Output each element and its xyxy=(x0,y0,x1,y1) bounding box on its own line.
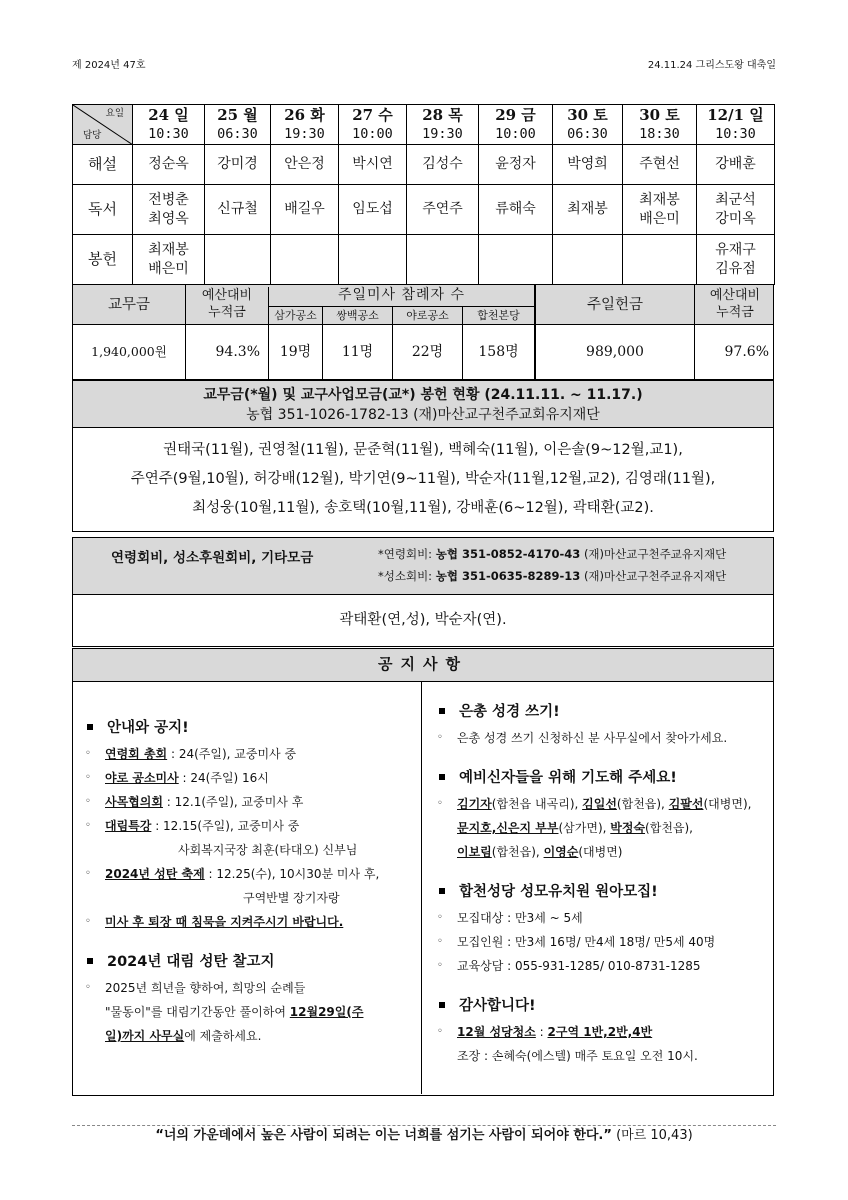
diocese-fee-label: 교무금 xyxy=(73,285,186,325)
row-label: 봉헌 xyxy=(73,235,133,285)
donor-line: 최성웅(10월,11월), 송호택(10월,11월), 강배훈(6~12월), 곽태환(교2). xyxy=(192,500,654,516)
schedule-row-commentary xyxy=(73,145,775,185)
issue-number: 제 2024년 47호 xyxy=(72,60,146,71)
assignee-cell xyxy=(407,235,479,285)
assignee-cell xyxy=(339,235,407,285)
schedule-day-cell: 28 목 19:30 xyxy=(407,105,479,145)
notice-item: ◦ 연령회 총회 : 24(주일), 교중미사 중 xyxy=(85,747,297,761)
assignee-cell xyxy=(553,235,623,285)
attendance-value: 22명 xyxy=(393,325,463,379)
notice-title: 공지사항 xyxy=(72,648,774,682)
notice-item: ◦ 은총 성경 쓰기 신청하신 분 사무실에서 찾아가세요. xyxy=(437,731,728,745)
dues-title: 연령회비, 성소후원회비, 기타모금 xyxy=(111,550,314,566)
notice-item-cont: 조장 : 손혜숙(에스텔) 매주 토요일 오전 10시. xyxy=(457,1049,698,1063)
attendance-col: 쌍백공소 xyxy=(323,307,393,325)
budget-label-1: 예산대비 누적금 xyxy=(186,287,269,325)
section-heading: 감사합니다! xyxy=(435,992,770,1020)
notice-item: ◦ 김기자(합천읍 내곡리), 김일선(합천읍), 김팔선(대병면), xyxy=(437,797,752,811)
schedule-corner-cell: 요일 담당 xyxy=(73,105,133,145)
assignee-cell: 최재봉 배은미 xyxy=(133,235,205,285)
assignee-cell xyxy=(205,235,271,285)
schedule-day-cell: 29 금 10:00 xyxy=(479,105,553,145)
assignee-cell: 강배훈 xyxy=(697,145,775,185)
notice-item: ◦ 모집대상 : 만3세 ~ 5세 xyxy=(437,911,583,925)
notice-item-cont: 사회복지국장 최훈(타대오) 신부님 xyxy=(178,843,358,857)
notice-body xyxy=(72,682,774,1096)
dues-account-1: *연령회비: 농협 351-0852-4170-43 (재)마산교구천주교유지재단 xyxy=(378,547,727,561)
assignee-cell: 임도섭 xyxy=(339,185,407,235)
attendance-label: 주일미사 참례자 수 xyxy=(269,285,535,307)
mass-schedule-table xyxy=(72,104,775,285)
sunday-offering-label: 주일헌금 xyxy=(535,285,695,325)
assignee-cell xyxy=(271,235,339,285)
schedule-row-offertory xyxy=(73,235,775,285)
notice-item: ◦ 사목협의회 : 12.1(주일), 교중미사 후 xyxy=(85,795,304,809)
notice-item: ◦ 2025년 희년을 향하여, 희망의 순례들 xyxy=(85,981,306,995)
attendance-value: 19명 xyxy=(269,325,323,379)
notice-item-cont: 문지호,신은지 부부(삼가면), 박정숙(합천읍), xyxy=(457,821,694,835)
notice-item-cont: "물동이"를 대림기간동안 풀이하여 12월29일(주 xyxy=(105,1005,364,1019)
assignee-cell: 최재봉 xyxy=(553,185,623,235)
notice-item-cont: 구역반별 장기자랑 xyxy=(243,891,340,905)
assignee-cell: 주연주 xyxy=(407,185,479,235)
assignee-cell: 류해숙 xyxy=(479,185,553,235)
attendance-value: 11명 xyxy=(323,325,393,379)
donor-line: 주연주(9월,10월), 허강배(12월), 박기연(9~11월), 박순자(11월,12월,교2), 김영래(11월), xyxy=(130,471,716,487)
budget-label-2: 예산대비 누적금 xyxy=(709,288,761,320)
offering-status-account: 농협 351-1026-1782-13 (재)마산교구천주교회유지재단 xyxy=(246,407,600,423)
attendance-value: 158명 xyxy=(463,325,535,379)
schedule-day-cell: 12/1 일 10:30 xyxy=(697,105,775,145)
section-heading: 2024년 대림 성탄 찰고지 xyxy=(83,948,418,976)
notice-item: ◦ 12월 성당청소 : 2구역 1반,2반,4반 xyxy=(437,1025,653,1039)
notice-left-column xyxy=(83,704,418,1048)
assignee-cell: 정순옥 xyxy=(133,145,205,185)
assignee-cell: 신규철 xyxy=(205,185,271,235)
row-label: 독서 xyxy=(73,185,133,235)
notice-item-cont: 일)까지 사무실에 제출하세요. xyxy=(105,1029,262,1043)
diocese-fee-value: 1,940,000원 xyxy=(73,325,186,379)
offering-donor-list xyxy=(72,428,774,532)
notice-item: ◦ 야로 공소미사 : 24(주일) 16시 xyxy=(85,771,269,785)
assignee-cell xyxy=(479,235,553,285)
attendance-col: 삼가공소 xyxy=(269,307,323,325)
assignee-cell: 전병춘 최영옥 xyxy=(133,185,205,235)
schedule-day-cell: 30 토 06:30 xyxy=(553,105,623,145)
page-header xyxy=(72,56,776,70)
notice-item: ◦ 2024년 성탄 축제 : 12.25(수), 10시30분 미사 후, xyxy=(85,867,380,881)
dues-names: 곽태환(연,성), 박순자(연). xyxy=(72,595,774,647)
footer-quote: “너의 가운데에서 높은 사람이 되려는 이는 너희를 섬기는 사람이 되어야 한다.” (마르 10,43) xyxy=(72,1120,776,1139)
assignee-cell: 유재구 김유점 xyxy=(697,235,775,285)
notice-item: ◦ 미사 후 퇴장 때 침묵을 지켜주시기 바랍니다. xyxy=(85,915,344,929)
schedule-row-reading xyxy=(73,185,775,235)
section-heading: 예비신자들을 위해 기도해 주세요! xyxy=(435,764,770,792)
assignee-cell: 강미경 xyxy=(205,145,271,185)
assignee-cell: 박영희 xyxy=(553,145,623,185)
attendance-col: 야로공소 xyxy=(393,307,463,325)
schedule-day-cell: 24 일 10:30 xyxy=(133,105,205,145)
notice-item: ◦ 교육상담 : 055-931-1285/ 010-8731-1285 xyxy=(437,959,701,973)
budget-pct-1: 94.3% xyxy=(186,325,269,379)
dues-header xyxy=(72,537,774,595)
row-label: 해설 xyxy=(73,145,133,185)
attendance-col: 합천본당 xyxy=(463,307,535,325)
schedule-day-cell: 30 토 18:30 xyxy=(623,105,697,145)
assignee-cell: 안은정 xyxy=(271,145,339,185)
assignee-cell: 배길우 xyxy=(271,185,339,235)
column-divider xyxy=(421,682,422,1094)
assignee-cell: 윤정자 xyxy=(479,145,553,185)
assignee-cell: 김성수 xyxy=(407,145,479,185)
assignee-cell: 최군석 강미옥 xyxy=(697,185,775,235)
donor-line: 권태국(11월), 권영철(11월), 문준혁(11월), 백혜숙(11월), 이은솔(9~12월,교1), xyxy=(163,442,683,458)
sunday-offering-value: 989,000 xyxy=(535,325,695,379)
assignee-cell: 박시연 xyxy=(339,145,407,185)
section-heading: 은총 성경 쓰기! xyxy=(435,698,770,726)
diagonal-line xyxy=(73,105,133,145)
budget-pct-2: 97.6% xyxy=(724,344,769,360)
section-heading: 안내와 공지! xyxy=(83,714,418,742)
offering-status-title: 교무금(*월) 및 교구사업모금(교*) 봉헌 현황 (24.11.11. ~ 11.17.) xyxy=(203,387,643,403)
schedule-day-cell: 25 월 06:30 xyxy=(205,105,271,145)
notice-item: ◦ 모집인원 : 만3세 16명/ 만4세 18명/ 만5세 40명 xyxy=(437,935,716,949)
dues-account-2: *성소회비: 농협 351-0635-8289-13 (재)마산교구천주교유지재단 xyxy=(378,569,727,583)
section-heading: 합천성당 성모유치원 원아모집! xyxy=(435,878,770,906)
issue-date: 24.11.24 그리스도왕 대축일 xyxy=(647,60,776,71)
notice-item: ◦ 대림특강 : 12.15(주일), 교중미사 중 xyxy=(85,819,300,833)
schedule-day-cell: 27 수 10:00 xyxy=(339,105,407,145)
notice-right-column xyxy=(435,688,770,1068)
assignee-cell: 최재봉 배은미 xyxy=(623,185,697,235)
assignee-cell xyxy=(623,235,697,285)
finance-table xyxy=(72,284,774,380)
offering-status-header xyxy=(72,380,774,428)
assignee-cell: 주현선 xyxy=(623,145,697,185)
schedule-header-row xyxy=(73,105,775,145)
notice-item-cont: 이보림(합천읍), 이영순(대병면) xyxy=(457,845,623,859)
schedule-day-cell: 26 화 19:30 xyxy=(271,105,339,145)
